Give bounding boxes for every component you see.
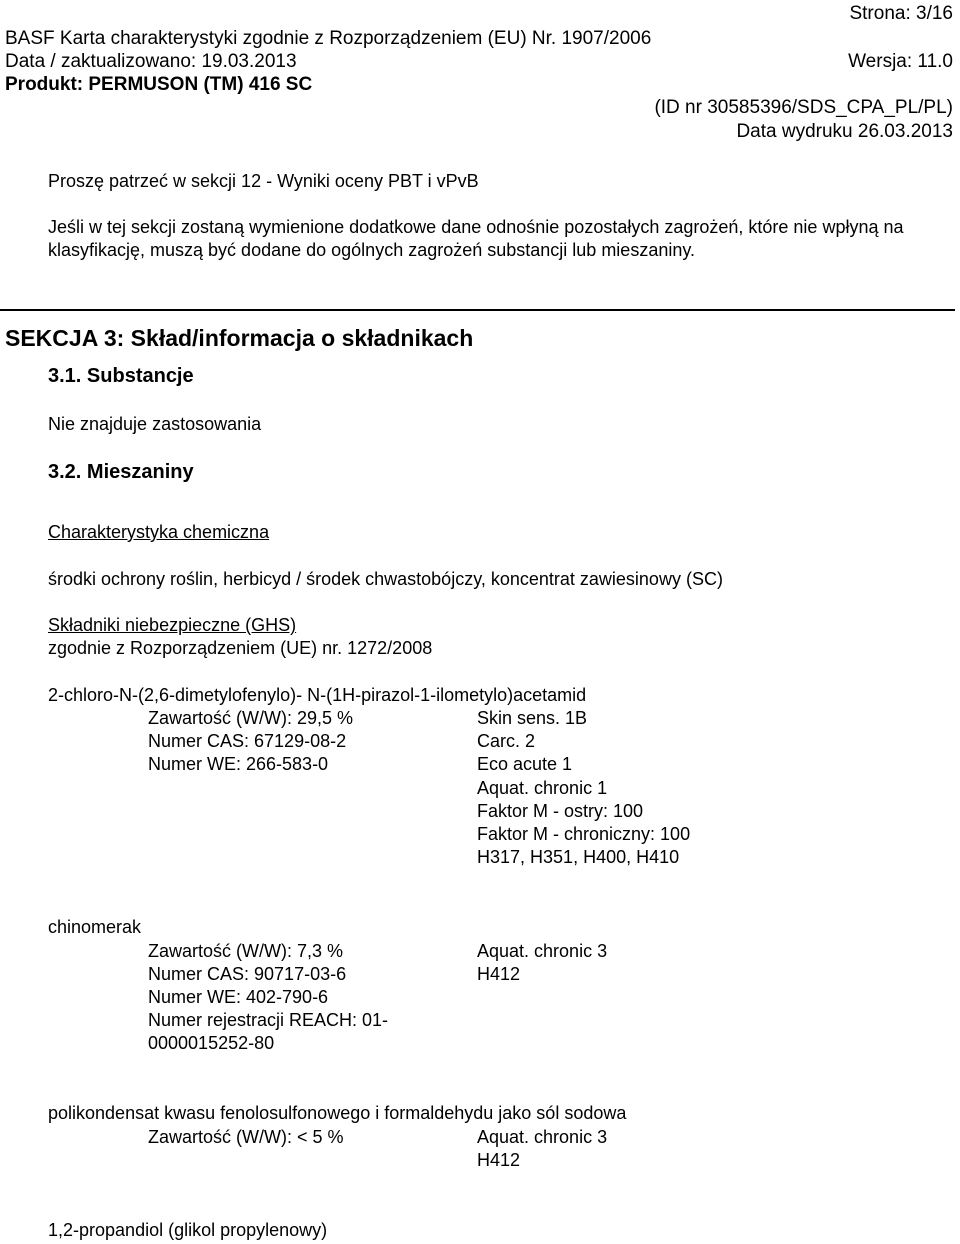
subsection-3-1-text: Nie znajduje zastosowania [48,414,262,434]
component-1-h-statements: H317, H351, H400, H410 [477,847,680,867]
section-divider [0,309,955,311]
component-2-reach: Numer rejestracji REACH: 01- [148,1010,389,1030]
component-1-m-factor-acute: Faktor M - ostry: 100 [477,801,644,821]
additional-hazards-note: Jeśli w tej sekcji zostaną wymienione dodatkowe dane odnośnie pozostałych zagrożeń, które nie wpłyną na klasyfikację, muszą być dodane do ogólnych zagrożeń substancji lub mieszaniny. [48,217,904,260]
print-date: Data wydruku 26.03.2013 [736,121,953,142]
component-1-content: Zawartość (W/W): 29,5 % [148,708,354,728]
document-title: BASF Karta charakterystyki zgodnie z Rozporządzeniem (EU) Nr. 1907/2006 [5,28,652,49]
version: Wersja: 11.0 [848,51,953,72]
component-2-ec: Numer WE: 402-790-6 [148,987,329,1007]
component-3-content: Zawartość (W/W): < 5 % [148,1127,344,1147]
component-1-m-factor-chronic: Faktor M - chroniczny: 100 [477,824,691,844]
section-3-title: SEKCJA 3: Skład/informacja o składnikach [5,325,474,351]
component-1-class: Aquat. chronic 1 [477,778,608,798]
component-1-ec: Numer WE: 266-583-0 [148,754,329,774]
component-4-name: 1,2-propandiol (glikol propylenowy) [48,1220,328,1240]
subsection-3-1-title: 3.1. Substancje [48,365,194,387]
component-2-cas: Numer CAS: 90717-03-6 [148,964,347,984]
date-updated: Data / zaktualizowano: 19.03.2013 [5,51,297,72]
component-1-cas: Numer CAS: 67129-08-2 [148,731,347,751]
component-3-h-statements: H412 [477,1150,521,1170]
component-2-reach-cont: 0000015252-80 [148,1033,275,1053]
component-1-class: Eco acute 1 [477,754,573,774]
component-3-name: polikondensat kwasu fenolosulfonowego i formaldehydu jako sól sodowa [48,1103,627,1123]
chemical-characteristics-text: środki ochrony roślin, herbicyd / środek chwastobójczy, koncentrat zawiesinowy (SC) [48,569,723,589]
sds-id: (ID nr 30585396/SDS_CPA_PL/PL) [654,97,953,118]
component-2-name: chinomerak [48,917,142,937]
component-2-h-statements: H412 [477,964,521,984]
subsection-3-2-title: 3.2. Mieszaniny [48,461,194,483]
regulation-reference: zgodnie z Rozporządzeniem (UE) nr. 1272/2008 [48,638,433,658]
product-name: Produkt: PERMUSON (TM) 416 SC [5,74,313,95]
page-number: Strona: 3/16 [849,3,953,24]
pbt-reference: Proszę patrzeć w sekcji 12 - Wyniki oceny PBT i vPvB [48,171,479,191]
component-3-class: Aquat. chronic 3 [477,1127,608,1147]
chemical-characteristics-label: Charakterystyka chemiczna [48,522,270,542]
component-1-class: Carc. 2 [477,731,536,751]
component-1-name: 2-chloro-N-(2,6-dimetylofenylo)- N-(1H-pirazol-1-ilometylo)acetamid [48,685,587,705]
component-2-content: Zawartość (W/W): 7,3 % [148,941,344,961]
component-1-class: Skin sens. 1B [477,708,588,728]
component-2-class: Aquat. chronic 3 [477,941,608,961]
hazardous-components-label: Składniki niebezpieczne (GHS) [48,615,297,635]
